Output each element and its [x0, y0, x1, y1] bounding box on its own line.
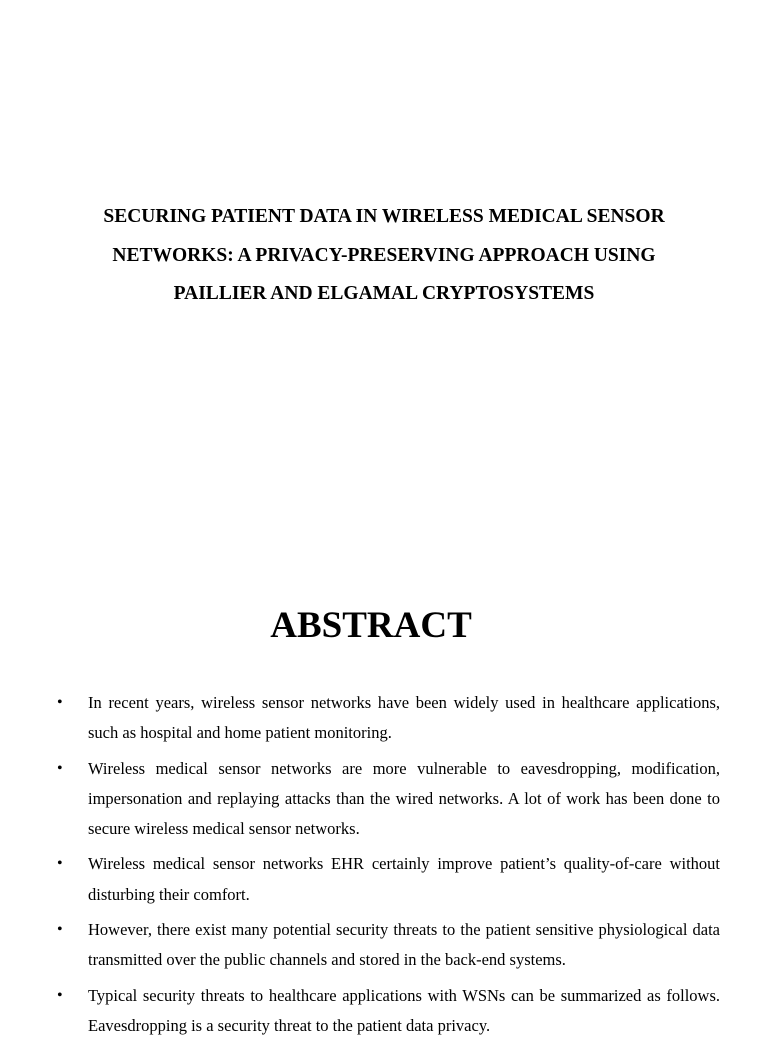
list-item: [0, 981, 768, 1042]
title-line: PAILLIER AND ELGAMAL CRYPTOSYSTEMS: [173, 283, 595, 305]
bullet-icon: •: [57, 986, 63, 1004]
list-item: [0, 849, 768, 910]
title-line: SECURING PATIENT DATA IN WIRELESS MEDICAL SENSOR: [103, 206, 665, 227]
bullet-icon: •: [57, 694, 63, 711]
list-item: [0, 688, 768, 749]
bullet-icon: •: [57, 759, 63, 777]
title-line: NETWORKS: A PRIVACY-PRESERVING APPROACH USING: [112, 244, 656, 266]
bullet-text: However, there exist many potential security threats to the patient sensitive physiological data transmitted over the public channels and stored in the back-end systems.: [88, 920, 720, 970]
abstract-heading: ABSTRACT: [270, 605, 472, 646]
bullet-text: Typical security threats to healthcare applications with WSNs can be summarized as follows. Eavesdropping is a security threat to the patient data privacy.: [88, 985, 720, 1035]
bullet-text: Wireless medical sensor networks EHR certainly improve patient’s quality-of-care without disturbing their comfort.: [88, 854, 720, 904]
document-title: [40, 198, 728, 314]
bullet-icon: •: [57, 921, 63, 939]
list-item: [0, 754, 768, 845]
bullet-text: In recent years, wireless sensor networks have been widely used in healthcare applications, such as hospital and home patient monitoring.: [88, 693, 720, 743]
bullet-text: Wireless medical sensor networks are more vulnerable to eavesdropping, modification, impersonation and replaying attacks than the wired networks. A lot of work has been done to secure wireless medical sensor networks.: [88, 758, 720, 839]
abstract-bullet-list: [0, 688, 768, 1046]
bullet-icon: •: [57, 855, 63, 873]
list-item: [0, 915, 768, 976]
